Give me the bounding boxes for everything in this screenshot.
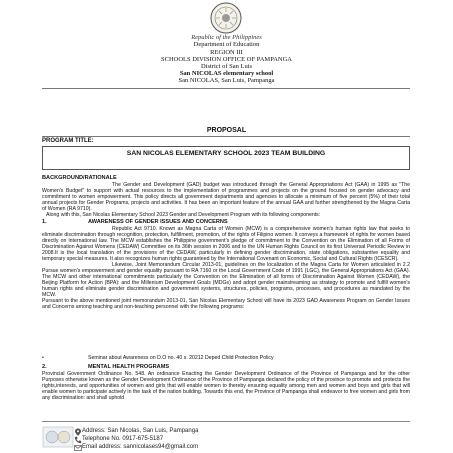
bullet-text: Seminar about Awareness on D.O no. 40 s. 20212 Deped Child Protection Policy — [88, 355, 274, 361]
deped-seal-icon — [210, 2, 242, 34]
background-heading: BACKGROUND/RATIONALE — [42, 175, 117, 181]
phone-icon — [74, 436, 82, 444]
footer-divider — [42, 421, 410, 422]
school-name: San NICOLAS elementary school — [179, 70, 274, 77]
program-title: SAN NICOLAS ELEMENTARY SCHOOL 2023 TEAM BUILDING — [126, 150, 326, 157]
background-body — [42, 182, 410, 218]
background-paragraph-1: The Gender and Development (GAD) budget was introduced through the General Appropriations Act (GAA) in 1995 as "The Women's Budget" to support with actual resources to the implementation of programmes and projects on the ground focused on gender advocacy and commitment to women empowerment. This policy directs all government departments and agencies to allocate a minimum of five percent (5%) of their total annual projects for Gender Programs, projects and activities. It has been an important feature of the annual GAA and further strengthened by the Magna Carta of Women (RA 9710). — [42, 182, 410, 212]
program-title-label: PROGRAM TITLE: — [42, 138, 94, 144]
section-1-paragraph-2: Likewise, Joint Memorandum Circular 2013-01, guidelines on the localization of the Magna Carta for Women articulated in 2.2 Pursue women's empowerment and gender equality pursuant to RA 7160 or the Local Government Code of 1991 (LGC), the General Appropriations Act (GAA). The MCW and other international commitments particularly the Convention on the Elimination of all forms of Discrimination Against Women (CEDAW), the Beijing Platform for Action (BPA): and the Millenium Development Goals (MDGs) and adopt gender mainstreaming as strategy to promote and fulfill women's human rights and eliminate gender discrimination and government systems, structures, policies, programs, processes, and procedures as mandated by the MCW. — [42, 262, 410, 298]
footer-email: Email address: sannicolases94@gmail.com — [82, 444, 199, 450]
section-1-bullet — [42, 355, 410, 361]
document-heading: PROPOSAL — [206, 127, 247, 134]
section-1-body — [42, 226, 410, 310]
heading-divider — [42, 136, 410, 137]
section-1-title: AWARENESS OF GENDER ISSUES AND CONCERNS — [88, 219, 228, 225]
section-1-number: 1. — [42, 219, 47, 225]
region-line: REGION III — [210, 49, 243, 56]
section-2-number: 2. — [42, 364, 47, 370]
district-line: District of San Luis — [200, 63, 253, 70]
footer-address: Address: San Nicolas, San Luis, Pampanga — [82, 428, 199, 434]
letterhead-divider — [42, 88, 410, 89]
section-2-title: MENTAL HEALTH PROGRAMS — [88, 364, 170, 370]
division-line: SCHOOLS DIVISION OFFICE OF PAMPANGA — [161, 56, 292, 63]
section-1-paragraph-3: Pursuant to the above mentioned joint memorandum 2013-01, San Nicolas Elementary School will have its 2023 GAD Awareness Program on Gender Issues and Concerns among teaching and non-teaching personnel with the following programs: — [42, 298, 410, 310]
section-2-paragraph-1: Provincial Government Ordinance No. 548. An ordinance Enacting the Gender Development Ordinance of the Province of Pampanga and for the other Purposes otherwise known as the Gender Development Ordinance of the Province of Pampanga declared the policy of the province to promote and protects the rights,interests, and opportunities of women and girls that will enable women to thereby ensuring equality among men and women and boys and girls that will enable women to participate actively in the task of the nation building. Towards this end, the Province of Pampanga shall endeavor to free women and girls from any discrimination: and shall uphold — [42, 371, 410, 401]
email-icon — [74, 444, 82, 452]
school-logo-icon — [42, 426, 74, 448]
republic-line: Republic of the Philippines — [191, 34, 262, 41]
section-1-paragraph-1: Republic Act 9710. Known as Magna Carta of Women (MCW) is a comprehensive women's human rights law that seeks to eliminate discrimination through recognition, protection, fulfillment, promotion, of the rights of Filipino women. It conveys a framework of rights for women based directly on international law. The MCW establishes the Philippine government's pledge of commitment to the Convention on the Elimination of all Forms of Discrimination Against Womens (CEDAW) Committee on its 36th session in 2006 and to the UN Human Rights Council on its first Universal Periodic Review in 2008.It is the local translation of the provisions of the CEDAW, particularly in defining gender discrimination, state obligations, substantive equality and temporary special measures. It also recognizes human rights guaranteed by the International Covenant on Economic, Social and Cultural Rights (ICESCR). — [42, 226, 410, 262]
school-address: San NICOLAS, San Luis, Pampanga — [178, 77, 275, 84]
department-line: Department of Education — [193, 41, 260, 48]
location-icon — [74, 428, 82, 436]
bullet-icon: • — [42, 355, 44, 361]
footer-telephone: Telephone No. 0917-675-5187 — [82, 436, 164, 442]
section-2-body — [42, 371, 410, 401]
background-paragraph-2: Along with this, San Nicolas Elementary School 2023 Gender and Development Program with its following components: — [46, 212, 321, 218]
